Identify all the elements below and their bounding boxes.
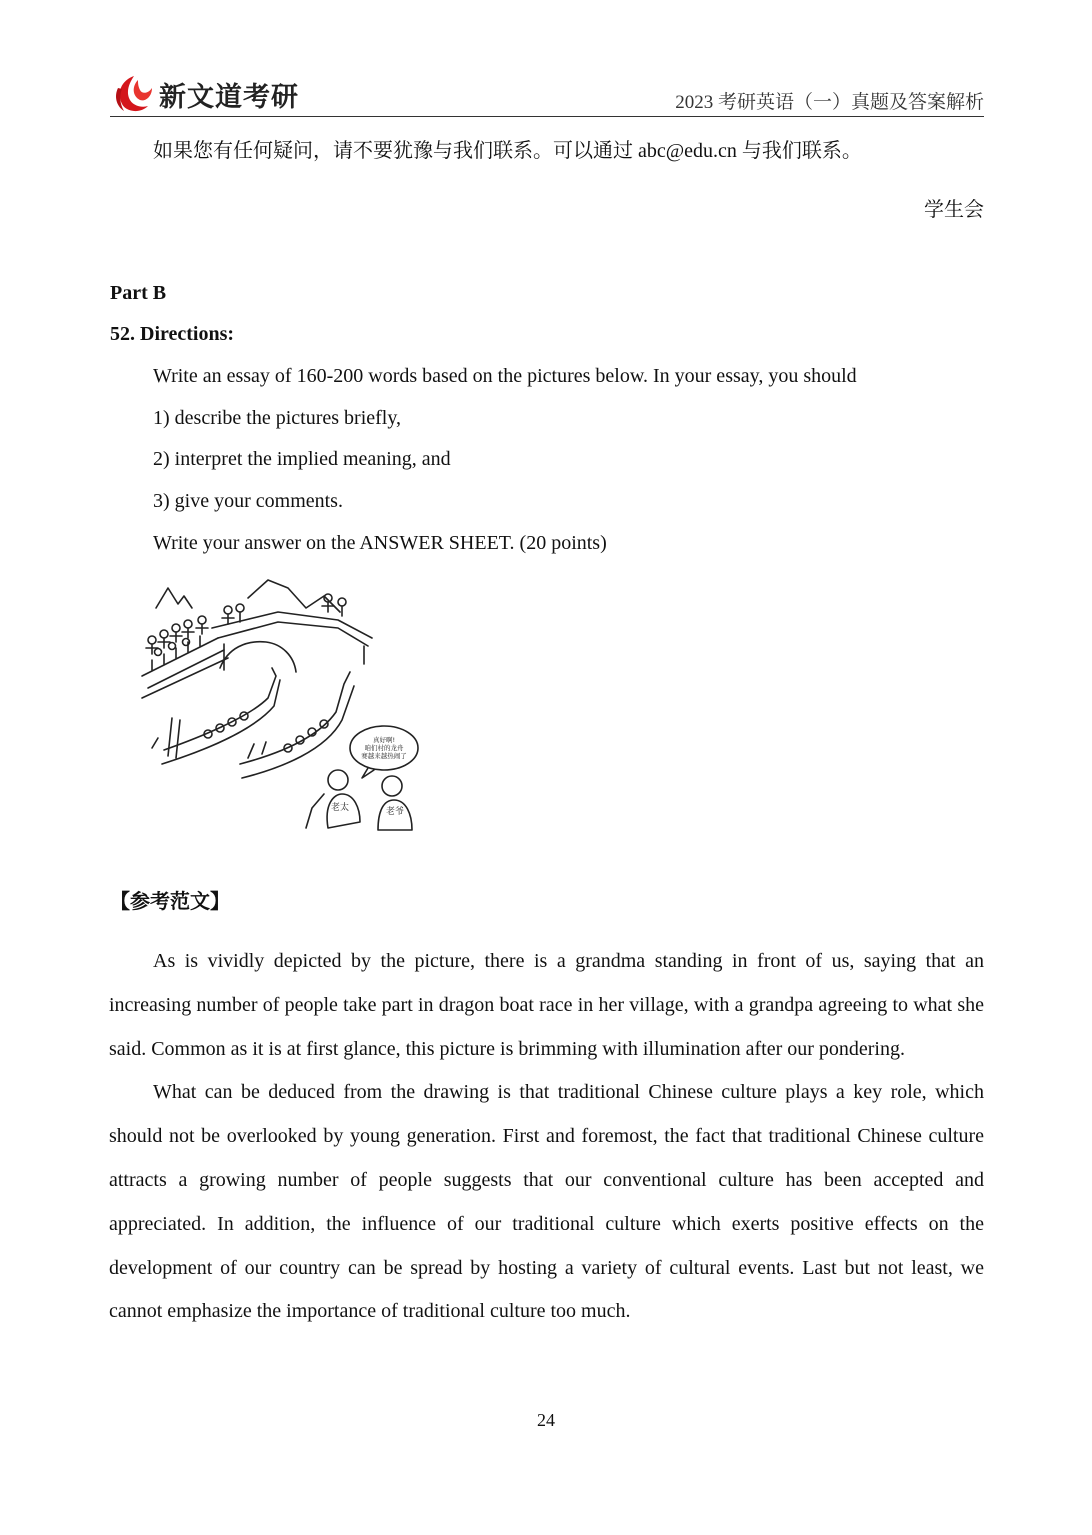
essay-paragraph: What can be deduced from the drawing is that traditional Chinese culture plays a key role, which should not be overlooked by young generation. First and foremost, the fact that traditional Chinese culture attracts a growing number of people suggests that our conventional culture has been accepted and appreciated. In addition, the influence of our traditional culture which exerts positive effects on the development of our country can be spread by hosting a variety of cultural events. Last but not least, we cannot emphasize the importance of traditional culture too much. [109,1081,984,1323]
contact-line: 如果您有任何疑问，请不要犹豫与我们联系。可以通过 abc@edu.cn 与我们联系。 [153,140,862,162]
speech-bubble-line: 真好啊! [372,736,396,744]
letter-signature: 学生会 [924,199,984,221]
speech-bubble-text [356,736,412,760]
logo-text: 新文道考研 [159,81,299,113]
page-header [110,70,984,117]
direction-line: Write your answer on the ANSWER SHEET. (20 points) [153,532,607,554]
brand-logo [112,74,299,114]
direction-line: 1) describe the pictures briefly, [153,407,402,429]
phoenix-logo-icon [112,74,156,114]
direction-line: 3) give your comments. [153,490,343,512]
direction-line: 2) interpret the implied meaning, and [153,448,451,470]
sample-heading: 【参考范文】 [110,891,230,913]
sample-essay [109,940,984,1334]
grandpa-label: 老爷 [386,807,405,817]
grandma-label: 老太 [331,803,350,813]
direction-line: Write an essay of 160-200 words based on the pictures below. In your essay, you should [153,365,857,387]
speech-bubble-line: 咱们村的龙舟 [364,744,404,752]
section-heading: Part B [110,282,167,304]
dragon-boat-sketch [128,568,428,850]
question-heading: 52. Directions: [110,323,235,345]
speech-bubble-line: 赛越来越热闹了 [361,752,407,760]
page-number: 24 [537,1410,555,1430]
document-title: 2023 考研英语（一）真题及答案解析 [675,92,984,113]
essay-paragraph: As is vividly depicted by the picture, there is a grandma standing in front of us, saying that an increasing number of people take part in dragon boat race in her village, with a grandpa agreeing to what she said. Common as it is at first glance, this picture is brimming with illumination after our pondering. [109,950,984,1060]
